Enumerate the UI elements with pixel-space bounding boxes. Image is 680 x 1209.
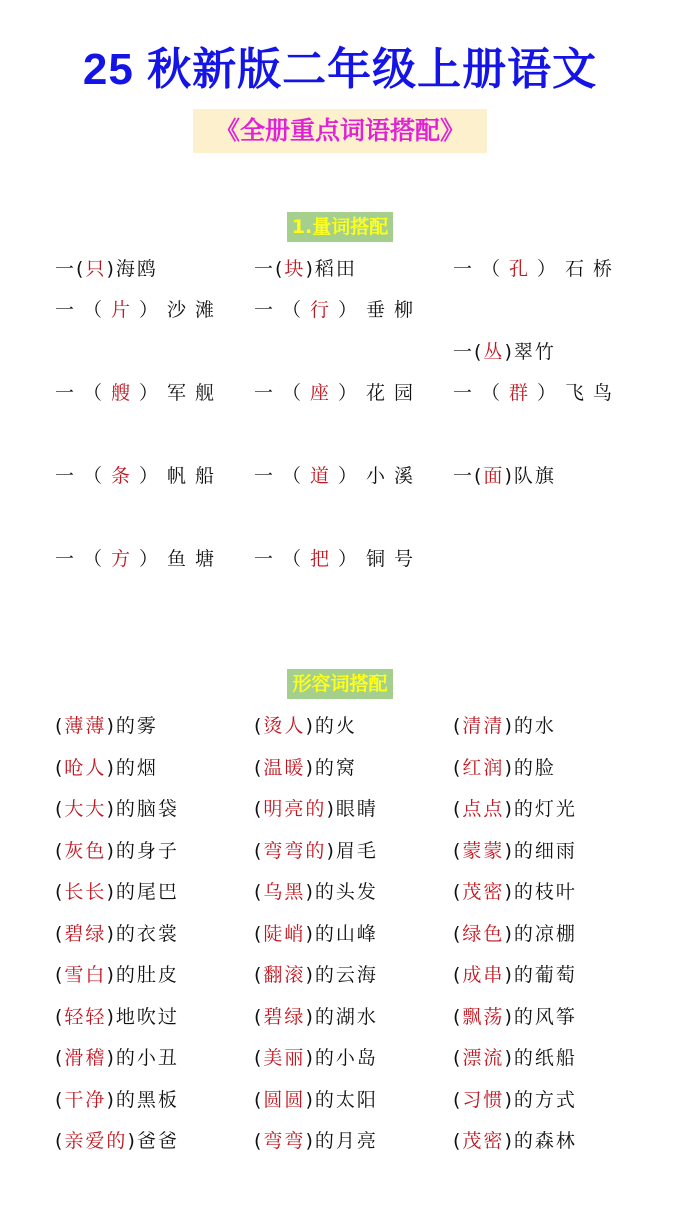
open-paren: ( [254,1005,264,1028]
open-paren: ( [254,1047,264,1069]
item-suffix: )翠竹 [504,341,556,363]
item-suffix: ）花园 [338,382,423,404]
open-paren: ( [453,839,463,862]
item-suffix: 地吹过 [115,1005,179,1028]
item-answer: 茂密 [462,1130,505,1152]
close-paren: ) [305,881,315,903]
open-paren: ( [55,922,65,945]
adjective-item [55,879,179,905]
item-suffix: 的森林 [513,1130,577,1152]
item-prefix: 一( [453,341,484,363]
item-answer: 呛人 [64,756,107,779]
item-answer: 轻轻 [64,1005,107,1028]
open-paren: ( [254,715,264,737]
item-answer: 亲爱的 [64,1130,128,1152]
open-paren: ( [254,756,264,779]
item-answer: 座 [310,382,339,404]
item-answer: 只 [85,258,107,280]
open-paren: ( [55,1130,65,1152]
open-paren: ( [55,881,65,903]
section-heading-adjectives: 形容词搭配 [287,669,393,699]
close-paren: ) [106,756,116,779]
item-answer: 艘 [111,382,140,404]
measure-word-item [55,463,223,489]
measure-word-item [254,463,422,489]
open-paren: ( [254,1088,264,1111]
open-paren: ( [55,839,65,862]
item-answer: 雪白 [64,964,107,986]
open-paren: ( [55,1047,65,1069]
close-paren: ) [504,798,514,820]
adjective-item [55,1045,179,1071]
item-suffix: 的肚皮 [115,964,179,986]
close-paren: ) [504,1130,514,1152]
item-answer: 茂密 [462,881,505,903]
item-answer: 清清 [462,715,505,737]
close-paren: ) [504,1005,514,1028]
item-answer: 把 [310,548,339,570]
measure-word-item [55,256,158,282]
item-suffix: ）沙滩 [139,299,224,321]
item-prefix: 一（ [254,382,311,404]
close-paren: ) [305,1130,315,1152]
item-answer: 片 [111,299,140,321]
item-suffix: ）鱼塘 [139,548,224,570]
item-suffix: 的云海 [314,964,378,986]
item-prefix: 一（ [453,382,510,404]
item-answer: 碧绿 [64,922,107,945]
close-paren: ) [106,1047,116,1069]
open-paren: ( [254,798,264,820]
open-paren: ( [254,839,264,862]
adjective-item [254,796,378,822]
item-suffix: ）帆船 [139,465,224,487]
close-paren: ) [106,964,116,986]
close-paren: ) [106,922,116,945]
item-suffix: ）垂柳 [338,299,423,321]
item-prefix: 一（ [453,258,510,280]
item-suffix: 的方式 [513,1088,577,1111]
item-answer: 干净 [64,1088,107,1111]
item-suffix: ）铜号 [338,548,423,570]
adjective-item [254,879,378,905]
measure-word-item [55,546,223,572]
adjective-item [254,713,357,739]
adjective-item [453,921,577,947]
adjective-item [453,1045,577,1071]
close-paren: ) [305,1088,315,1111]
open-paren: ( [55,798,65,820]
item-suffix: 的凉棚 [513,922,577,945]
close-paren: ) [305,922,315,945]
item-answer: 蒙蒙 [462,839,505,862]
close-paren: ) [504,881,514,903]
close-paren: ) [305,964,315,986]
item-answer: 行 [310,299,339,321]
item-answer: 碧绿 [263,1005,306,1028]
close-paren: ) [106,1088,116,1111]
page-subtitle: 《全册重点词语搭配》 [193,109,487,153]
item-prefix: 一（ [55,299,112,321]
open-paren: ( [254,881,264,903]
item-answer: 灰色 [64,839,107,862]
measure-word-item [453,339,556,365]
item-suffix: 的火 [314,715,357,737]
item-prefix: 一( [453,465,484,487]
item-answer: 绿色 [462,922,505,945]
item-answer: 翻滚 [263,964,306,986]
item-suffix: 的月亮 [314,1130,378,1152]
adjective-item [254,755,357,781]
item-suffix: 的水 [513,715,556,737]
item-suffix: 的烟 [115,756,158,779]
item-prefix: 一（ [55,382,112,404]
item-answer: 美丽 [263,1047,306,1069]
adjective-item [254,962,378,988]
item-answer: 块 [284,258,306,280]
item-suffix: )队旗 [504,465,556,487]
close-paren: ) [504,1047,514,1069]
item-answer: 道 [310,465,339,487]
adjective-item [453,1128,577,1154]
close-paren: ) [305,1005,315,1028]
adjective-item [55,962,179,988]
close-paren: ) [127,1130,137,1152]
item-prefix: 一（ [55,548,112,570]
item-answer: 成串 [462,964,505,986]
item-suffix: ）飞鸟 [537,382,622,404]
open-paren: ( [254,1130,264,1152]
adjective-item [453,962,577,988]
close-paren: ) [106,715,116,737]
close-paren: ) [504,839,514,862]
measure-word-item [254,546,422,572]
item-suffix: 的枝叶 [513,881,577,903]
item-suffix: 的雾 [115,715,158,737]
adjective-item [55,1128,179,1154]
open-paren: ( [453,798,463,820]
open-paren: ( [55,756,65,779]
open-paren: ( [55,1088,65,1111]
item-answer: 烫人 [263,715,306,737]
item-answer: 群 [509,382,538,404]
adjective-item [453,838,577,864]
adjective-item [55,755,158,781]
item-answer: 红润 [462,756,505,779]
measure-word-item [254,380,422,406]
close-paren: ) [106,798,116,820]
measure-word-item [453,380,621,406]
item-suffix: 的黑板 [115,1088,179,1111]
item-suffix: 的湖水 [314,1005,378,1028]
item-answer: 大大 [64,798,107,820]
close-paren: ) [106,881,116,903]
item-suffix: 的小丑 [115,1047,179,1069]
close-paren: ) [504,715,514,737]
item-answer: 陡峭 [263,922,306,945]
item-suffix: 的太阳 [314,1088,378,1111]
adjective-item [254,1045,378,1071]
adjective-item [55,838,179,864]
item-suffix: 的葡萄 [513,964,577,986]
item-prefix: 一( [55,258,86,280]
item-prefix: 一( [254,258,285,280]
item-answer: 丛 [483,341,505,363]
measure-word-item [254,256,357,282]
adjective-item [254,838,378,864]
item-prefix: 一（ [254,465,311,487]
item-suffix: 的脑袋 [115,798,179,820]
open-paren: ( [453,881,463,903]
close-paren: ) [305,756,315,779]
measure-word-item [55,380,223,406]
close-paren: ) [504,756,514,779]
close-paren: ) [106,1005,116,1028]
adjective-item [55,1087,179,1113]
item-answer: 飘荡 [462,1005,505,1028]
item-suffix: )海鸥 [106,258,158,280]
item-answer: 明亮的 [263,798,327,820]
adjective-item [254,1004,378,1030]
adjective-item [453,796,577,822]
adjective-item [254,1087,378,1113]
item-answer: 温暖 [263,756,306,779]
adjective-item [55,713,158,739]
item-suffix: 的尾巴 [115,881,179,903]
item-answer: 面 [483,465,505,487]
close-paren: ) [326,798,336,820]
open-paren: ( [453,1047,463,1069]
item-suffix: 的头发 [314,881,378,903]
item-answer: 漂流 [462,1047,505,1069]
close-paren: ) [326,839,336,862]
item-answer: 孔 [509,258,538,280]
item-suffix: 的小岛 [314,1047,378,1069]
item-answer: 习惯 [462,1088,505,1111]
item-suffix: 的身子 [115,839,179,862]
open-paren: ( [254,964,264,986]
adjective-item [453,713,556,739]
open-paren: ( [55,715,65,737]
item-suffix: 眉毛 [335,839,378,862]
item-suffix: 爸爸 [136,1130,179,1152]
item-suffix: 的细雨 [513,839,577,862]
item-suffix: 的纸船 [513,1047,577,1069]
item-prefix: 一（ [254,299,311,321]
measure-word-item [55,297,223,323]
open-paren: ( [453,964,463,986]
open-paren: ( [453,1005,463,1028]
item-prefix: 一（ [55,465,112,487]
item-suffix: ）军舰 [139,382,224,404]
adjective-item [254,921,378,947]
close-paren: ) [504,922,514,945]
item-answer: 乌黑 [263,881,306,903]
item-answer: 方 [111,548,140,570]
item-suffix: 的山峰 [314,922,378,945]
adjective-item [453,1004,577,1030]
close-paren: ) [504,1088,514,1111]
item-suffix: 的灯光 [513,798,577,820]
open-paren: ( [55,964,65,986]
adjective-item [254,1128,378,1154]
item-answer: 弯弯 [263,1130,306,1152]
item-answer: 弯弯的 [263,839,327,862]
item-answer: 条 [111,465,140,487]
item-answer: 圆圆 [263,1088,306,1111]
close-paren: ) [305,1047,315,1069]
adjective-item [453,1087,577,1113]
section-heading-measure-words: 1.量词搭配 [287,212,393,242]
close-paren: ) [305,715,315,737]
open-paren: ( [453,715,463,737]
item-suffix: ）石桥 [537,258,622,280]
item-answer: 薄薄 [64,715,107,737]
adjective-item [453,755,556,781]
open-paren: ( [453,1088,463,1111]
measure-word-item [453,256,621,282]
item-suffix: 的衣裳 [115,922,179,945]
item-suffix: 的窝 [314,756,357,779]
open-paren: ( [55,1005,65,1028]
item-suffix: ）小溪 [338,465,423,487]
adjective-item [453,879,577,905]
item-answer: 点点 [462,798,505,820]
open-paren: ( [453,1130,463,1152]
item-suffix: )稻田 [305,258,357,280]
open-paren: ( [453,756,463,779]
page-title: 25 秋新版二年级上册语文 [82,45,598,94]
item-suffix: 的风筝 [513,1005,577,1028]
close-paren: ) [106,839,116,862]
measure-word-item [254,297,422,323]
measure-word-item [453,463,556,489]
open-paren: ( [453,922,463,945]
item-answer: 长长 [64,881,107,903]
adjective-item [55,1004,179,1030]
item-suffix: 的脸 [513,756,556,779]
close-paren: ) [504,964,514,986]
item-suffix: 眼睛 [335,798,378,820]
open-paren: ( [254,922,264,945]
adjective-item [55,796,179,822]
item-answer: 滑稽 [64,1047,107,1069]
item-prefix: 一（ [254,548,311,570]
adjective-item [55,921,179,947]
